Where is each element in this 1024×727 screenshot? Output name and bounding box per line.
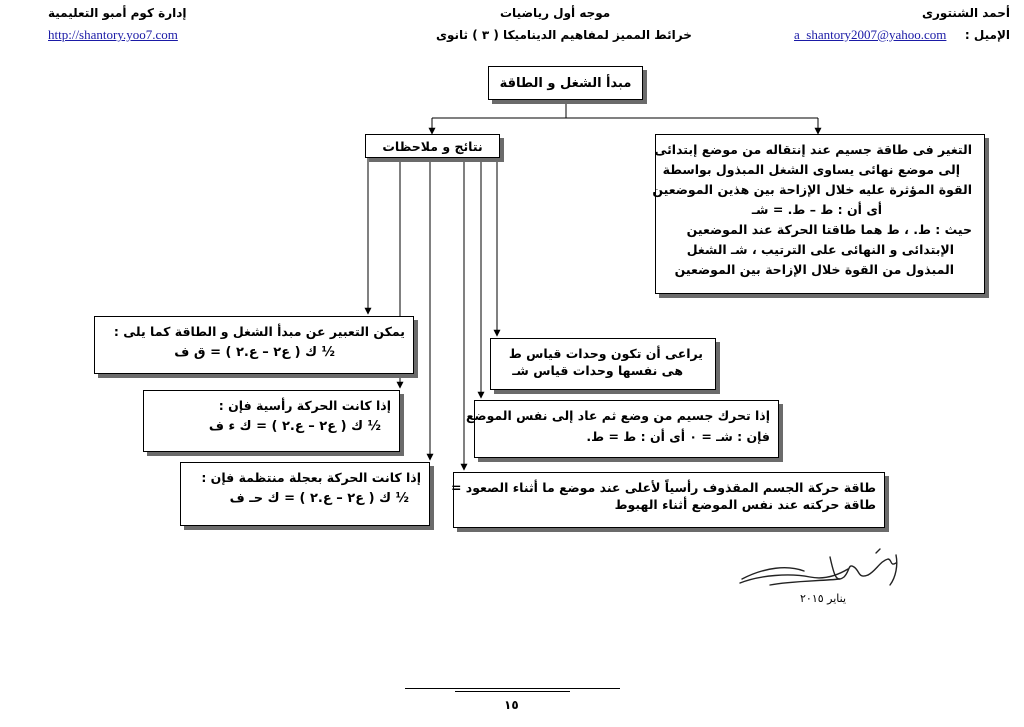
principle-title-text: مبدأ الشغل و الطاقة [499, 76, 632, 91]
header-website-link[interactable]: http://shantory.yoo7.com [48, 27, 178, 42]
projectile-energy-line-1: طاقة حركة الجسم المقذوف رأسياً لأعلى عند موضع ما أثناء الصعود = [450, 480, 876, 495]
vertical-motion-text: إذا كانت الحركة رأسية فإن : [218, 398, 391, 413]
definition-box [652, 134, 985, 294]
expression-text: يمكن التعبير عن مبدأ الشغل و الطاقة كما يلى : [113, 324, 405, 339]
definition-line-5: حيث : ط. ، ط هما طاقتا الحركة عند الموضعين [686, 222, 972, 237]
definition-line-6: الإبتدائى و النهائى على الترتيب ، شـ الشغل [686, 242, 954, 257]
vertical-motion-formula: ½ ك ( ع٢ – ع.٢ ) = ك ء ف [208, 419, 381, 434]
return-position-line-2: فإن : شـ = ٠ أى أن : ط = ط. [586, 429, 770, 444]
return-position-box [465, 400, 779, 458]
header-left-title: إدارة كوم أمبو التعليمية [48, 6, 187, 20]
uniform-acceleration-box [180, 462, 430, 526]
definition-line-2: إلى موضع نهائى يساوى الشغل المبذول بواسطة [662, 162, 960, 177]
units-note-box [490, 338, 716, 390]
header-author-name: أحمد الشنتورى [922, 6, 1010, 20]
definition-line-1: التغير فى طاقة جسيم عند إنتقاله من موضع إبتدائى [654, 142, 972, 157]
footer-divider-short [455, 691, 570, 692]
uniform-acceleration-formula: ½ ك ( ع٢ – ع.٢ ) = ك حـ ف [229, 491, 409, 506]
definition-formula-line: أى أن : ط – ط. = شـ [751, 202, 883, 217]
principle-title-box [488, 66, 643, 100]
expression-formula: ½ ك ( ع٢ – ع.٢ ) = ق ف [174, 345, 335, 360]
results-notes-title: نتائج و ملاحظات [382, 139, 483, 154]
header-email-link[interactable]: a_shantory2007@yahoo.com [794, 27, 947, 42]
units-note-line-2: هى نفسها وحدات قياس شـ [512, 363, 683, 378]
projectile-energy-box [450, 472, 885, 528]
return-position-line-1: إذا تحرك جسيم من وضع ثم عاد إلى نفس الموضع [465, 408, 770, 423]
page-number: ١٥ [504, 698, 519, 712]
definition-line-3: القوة المؤثرة عليه خلال الإزاحة بين هذين الموضعين [652, 182, 972, 197]
definition-line-7: المبذول من القوة خلال الإزاحة بين الموضعين [674, 262, 954, 277]
uniform-acceleration-text: إذا كانت الحركة بعجلة منتظمة فإن : [201, 470, 421, 485]
footer-divider [405, 688, 620, 689]
header-center-line2: خرائط المميز لمفاهيم الديناميكا ( ٣ ) ثانوى [436, 28, 692, 42]
signature-date: يناير ٢٠١٥ [800, 592, 847, 605]
units-note-line-1: يراعى أن تكون وحدات قياس ط [508, 346, 703, 361]
projectile-energy-line-2: طاقة حركته عند نفس الموضع أثناء الهبوط [614, 497, 876, 512]
results-notes-box [365, 134, 500, 158]
vertical-motion-box [143, 390, 400, 452]
header-center-line1: موجه أول رياضيات [500, 6, 611, 20]
expression-box [94, 316, 414, 374]
header-email-label: الإميل : [964, 28, 1010, 42]
